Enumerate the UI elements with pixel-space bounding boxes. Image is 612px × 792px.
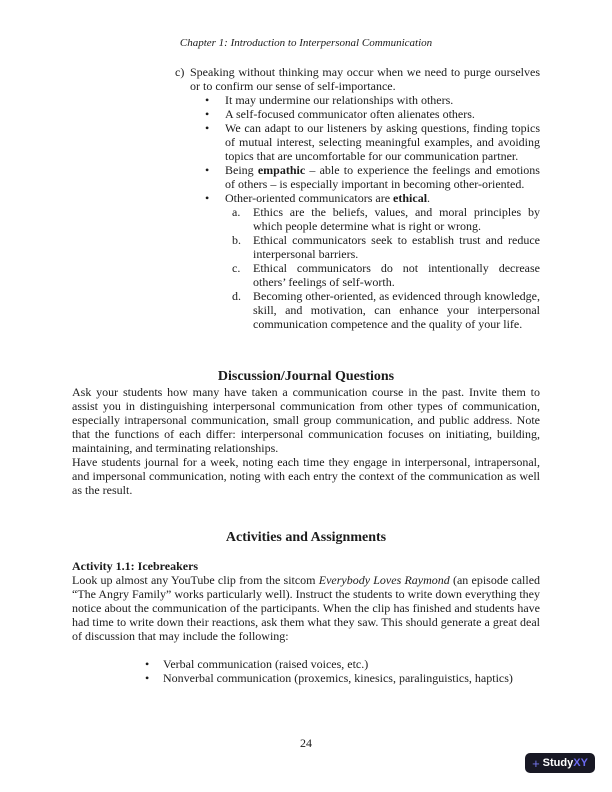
plus-icon: + — [532, 755, 540, 771]
paragraph: Have students journal for a week, noting each time they engage in interpersonal, intrapersonal, and impersonal communication, noting with each entry the context of the communication as well as the result. — [72, 455, 540, 497]
list-item-text: . — [427, 191, 431, 205]
list-item-text: – able to experience the feelings and emotions of others – is especially important in becoming other-oriented. — [225, 163, 540, 191]
studyxy-logo[interactable] — [525, 753, 595, 773]
running-header: Chapter 1: Introduction to Interpersonal Communication — [179, 37, 433, 49]
outline-section — [72, 65, 540, 331]
list-item-text: Ethical communicators do not intentionally decrease others’ feelings of self-worth. — [253, 261, 540, 289]
list-item — [72, 289, 540, 331]
letter-marker: b. — [232, 233, 241, 247]
discussion-bullet-list — [72, 657, 540, 685]
letter-marker: d. — [232, 289, 241, 303]
list-item — [72, 121, 540, 163]
list-item-text: It may undermine our relationships with others. — [225, 93, 454, 107]
bullet-marker: • — [205, 107, 210, 121]
italic-title: Everybody Loves Raymond — [318, 573, 450, 587]
list-item-text: Nonverbal communication (proxemics, kinesics, paralinguistics, haptics) — [163, 671, 513, 685]
list-item-text: Ethics are the beliefs, values, and moral principles by which people determine what is right or wrong. — [253, 205, 540, 233]
section-heading-discussion: Discussion/Journal Questions — [217, 369, 395, 384]
bullet-marker: • — [145, 657, 150, 671]
list-item — [72, 191, 540, 205]
list-item — [72, 657, 540, 671]
page-number: 24 — [300, 736, 312, 750]
list-item-text: Becoming other-oriented, as evidenced through knowledge, skill, and motivation, can enhance your interpersonal communication competence and the quality of your life. — [253, 289, 540, 331]
paragraph-text: (an episode called “The Angry Family” works particularly well). Instruct the students to write down everything they notice about the communication of the participants. When the clip has finished and students have had time to write down their reactions, ask them what they saw. This should generate a great deal of discussion that may include the following: — [72, 573, 541, 643]
list-item — [72, 671, 540, 685]
list-item — [72, 233, 540, 261]
bullet-marker: • — [145, 671, 150, 685]
logo-text-xy: XY — [573, 756, 588, 769]
list-item-c — [72, 65, 540, 93]
list-item-text: Verbal communication (raised voices, etc.) — [163, 657, 369, 671]
list-item — [72, 163, 540, 191]
bullet-marker: • — [205, 163, 210, 177]
list-item — [72, 205, 540, 233]
list-item-text: A self-focused communicator often alienates others. — [225, 107, 475, 121]
bold-term: empathic — [257, 163, 306, 177]
list-item-text: We can adapt to our listeners by asking questions, finding topics of mutual interest, selecting meaningful examples, and avoiding topics that are uncomfortable for our communication partner. — [225, 121, 540, 163]
paragraph: Ask your students how many have taken a communication course in the past. Invite them to assist you in distinguishing interpersonal communication from other types of communication, especially intrapersonal communication, small group communication, and public address. Note that the functions of each differ: interpersonal communication focuses on initiating, building, maintaining, and terminating relationships. — [72, 385, 540, 455]
letter-marker: c) — [175, 65, 185, 79]
bullet-marker: • — [205, 121, 210, 135]
logo-text-study: Study — [542, 756, 574, 769]
section-heading-activities: Activities and Assignments — [225, 530, 387, 545]
list-item — [72, 261, 540, 289]
list-item-text: Other-oriented communicators are — [225, 191, 394, 205]
activity-title: Activity 1.1: Icebreakers — [72, 559, 199, 573]
letter-marker: c. — [232, 261, 241, 275]
list-item-text: Being — [225, 163, 258, 177]
letter-marker: a. — [232, 205, 241, 219]
paragraph — [72, 573, 540, 643]
list-item — [72, 93, 540, 107]
list-item-text: Speaking without thinking may occur when we need to purge ourselves or to confirm our sense of self-importance. — [190, 65, 540, 93]
list-item — [72, 107, 540, 121]
list-item-text: Ethical communicators seek to establish trust and reduce interpersonal barriers. — [253, 233, 540, 261]
bold-term: ethical — [393, 191, 428, 205]
paragraph-text: Look up almost any YouTube clip from the sitcom — [72, 573, 319, 587]
bullet-marker: • — [205, 93, 210, 107]
bullet-marker: • — [205, 191, 210, 205]
